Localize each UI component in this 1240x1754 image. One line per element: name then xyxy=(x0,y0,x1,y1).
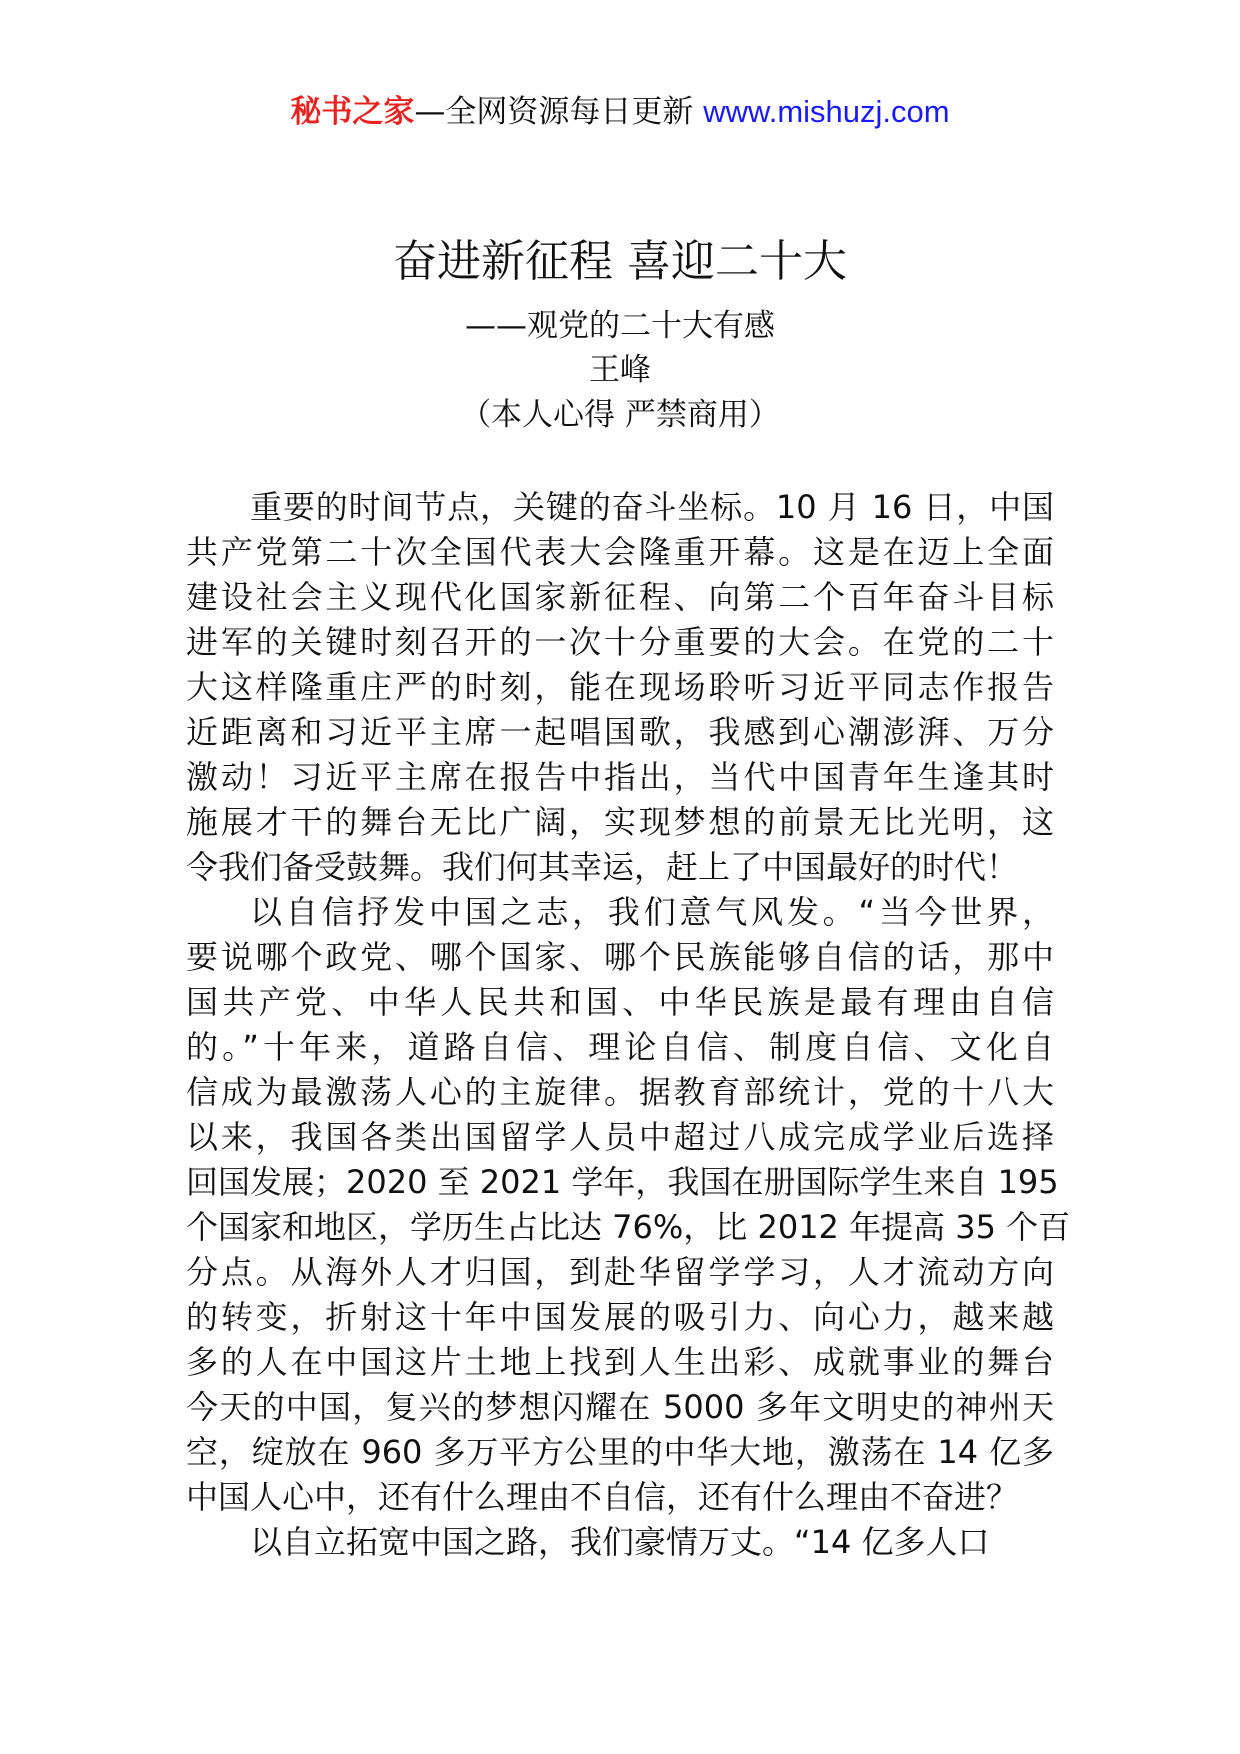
body-line: 以自立拓宽中国之路，我们豪情万丈。“14 亿多人口 xyxy=(250,1523,990,1561)
body-line: 的转变，折射这十年中国发展的吸引力、向心力，越来越 xyxy=(186,1298,1054,1336)
article-body xyxy=(186,485,1071,1565)
body-line: 回国发展；2020 至 2021 学年，我国在册国际学生来自 195 xyxy=(186,1163,1059,1201)
article-author: 王峰 xyxy=(589,352,651,388)
body-line: 激动！习近平主席在报告中指出，当代中国青年生逢其时 xyxy=(186,758,1054,796)
site-url-link[interactable]: www.mishuzj.com xyxy=(703,94,950,129)
body-line: 信成为最激荡人心的主旋律。据教育部统计，党的十八大 xyxy=(186,1073,1054,1111)
article-title: 奋进新征程 喜迎二十大 xyxy=(393,236,847,287)
body-line: 多的人在中国这片土地上找到人生出彩、成就事业的舞台 xyxy=(186,1343,1054,1381)
site-brand: 秘书之家 xyxy=(290,94,415,130)
body-line: 分点。从海外人才归国，到赴华留学学习，人才流动方向 xyxy=(186,1253,1054,1291)
site-header xyxy=(0,90,1240,134)
site-tagline: —全网资源每日更新 xyxy=(414,94,704,130)
body-line: 今天的中国，复兴的梦想闪耀在 5000 多年文明史的神州天 xyxy=(186,1388,1054,1426)
body-line: 个国家和地区，学历生占比达 76%，比 2012 年提高 35 个百 xyxy=(186,1208,1071,1246)
body-line: 建设社会主义现代化国家新征程、向第二个百年奋斗目标 xyxy=(186,578,1054,616)
body-line: 施展才干的舞台无比广阔，实现梦想的前景无比光明，这 xyxy=(186,803,1054,841)
body-line: 重要的时间节点，关键的奋斗坐标。10 月 16 日，中国 xyxy=(250,488,1054,526)
body-line: 大这样隆重庄严的时刻，能在现场聆听习近平同志作报告 xyxy=(186,668,1054,706)
body-line: 以来，我国各类出国留学人员中超过八成完成学业后选择 xyxy=(186,1118,1054,1156)
body-line: 国共产党、中华人民共和国、中华民族是最有理由自信 xyxy=(186,983,1054,1021)
article-subtitle: ——观党的二十大有感 xyxy=(465,308,775,344)
body-line: 共产党第二十次全国代表大会隆重开幕。这是在迈上全面 xyxy=(186,533,1054,571)
body-line: 要说哪个政党、哪个国家、哪个民族能够自信的话，那中 xyxy=(186,938,1054,976)
body-line: 进军的关键时刻召开的一次十分重要的大会。在党的二十 xyxy=(186,623,1054,661)
body-line: 空，绽放在 960 多万平方公里的中华大地，激荡在 14 亿多 xyxy=(186,1433,1054,1471)
body-line: 的。”十年来，道路自信、理论自信、制度自信、文化自 xyxy=(186,1028,1054,1066)
body-line: 以自信抒发中国之志，我们意气风发。“当今世界， xyxy=(250,893,1054,931)
body-line: 中国人心中，还有什么理由不自信，还有什么理由不奋进？ xyxy=(186,1478,1019,1516)
body-line: 令我们备受鼓舞。我们何其幸运，赶上了中国最好的时代！ xyxy=(186,848,1019,886)
body-line: 近距离和习近平主席一起唱国歌，我感到心潮澎湃、万分 xyxy=(186,713,1054,751)
article-note: （本人心得 严禁商用） xyxy=(460,397,780,433)
